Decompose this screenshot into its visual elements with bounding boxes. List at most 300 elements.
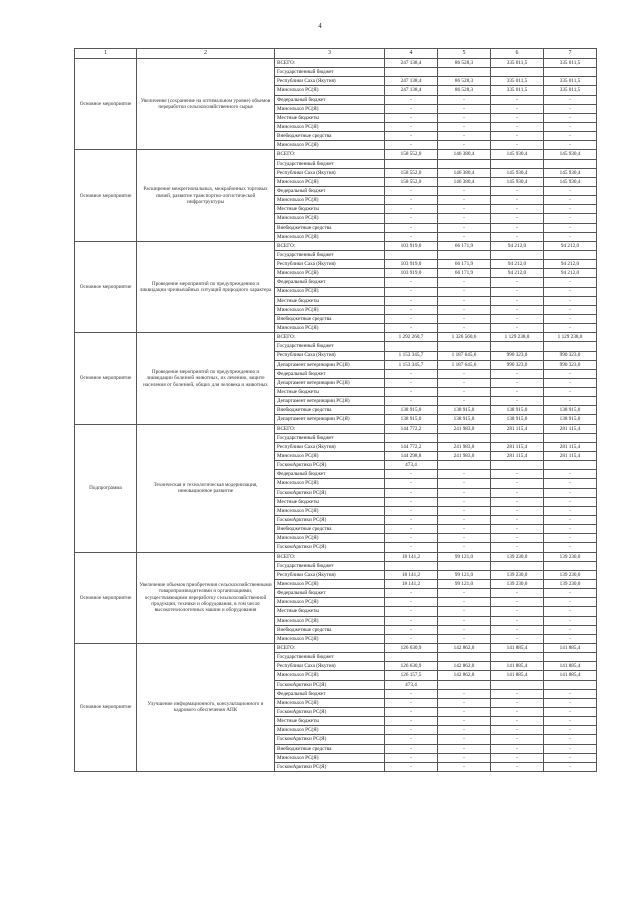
value-cell: -: [491, 525, 544, 534]
value-cell: -: [544, 625, 597, 634]
value-cell: [385, 342, 438, 351]
value-cell: -: [491, 488, 544, 497]
value-cell: -: [544, 707, 597, 716]
source-cell: Республики Саха (Якутия): [275, 77, 385, 86]
value-cell: -: [491, 223, 544, 232]
value-cell: -: [385, 314, 438, 323]
value-cell: -: [544, 753, 597, 762]
value-cell: 990 323,0: [491, 351, 544, 360]
value-cell: -: [385, 122, 438, 131]
value-cell: -: [491, 753, 544, 762]
table-row: [75, 150, 597, 159]
value-cell: 1 326 560,6: [438, 333, 491, 342]
value-cell: -: [491, 616, 544, 625]
value-cell: -: [491, 113, 544, 122]
value-cell: [438, 159, 491, 168]
value-cell: 1 153 345,7: [385, 351, 438, 360]
value-cell: -: [491, 287, 544, 296]
value-cell: -: [385, 287, 438, 296]
value-cell: 1 129 238,0: [544, 333, 597, 342]
value-cell: 66 171,9: [438, 241, 491, 250]
value-cell: -: [544, 689, 597, 698]
value-cell: 144 772,2: [385, 424, 438, 433]
value-cell: [491, 159, 544, 168]
value-cell: [491, 561, 544, 570]
value-cell: 18 141,2: [385, 570, 438, 579]
value-cell: -: [385, 625, 438, 634]
value-cell: 142 862,0: [438, 644, 491, 653]
source-cell: Минсельхоз РС(Я): [275, 232, 385, 241]
value-cell: -: [491, 388, 544, 397]
value-cell: 158 552,0: [385, 168, 438, 177]
table-row: [75, 59, 597, 68]
source-cell: Внебюджетные средства: [275, 314, 385, 323]
value-cell: [438, 561, 491, 570]
value-cell: -: [385, 762, 438, 771]
value-cell: -: [438, 607, 491, 616]
budget-table: [74, 48, 597, 772]
source-cell: Государственный бюджет: [275, 561, 385, 570]
source-cell: ГоскомАрктики РС(Я): [275, 680, 385, 689]
source-cell: Минсельхоз РС(Я): [275, 598, 385, 607]
header-cell: 6: [491, 49, 544, 59]
value-cell: -: [544, 726, 597, 735]
value-cell: -: [438, 488, 491, 497]
category-cell: Основное мероприятие: [75, 59, 137, 150]
value-cell: 103 919,0: [385, 260, 438, 269]
source-cell: Государственный бюджет: [275, 68, 385, 77]
source-cell: Местные бюджеты: [275, 717, 385, 726]
value-cell: -: [438, 122, 491, 131]
value-cell: -: [438, 205, 491, 214]
value-cell: -: [438, 95, 491, 104]
source-cell: Государственный бюджет: [275, 159, 385, 168]
value-cell: -: [385, 497, 438, 506]
source-cell: Минсельхоз РС(Я): [275, 671, 385, 680]
value-cell: -: [544, 698, 597, 707]
value-cell: 158 552,0: [385, 177, 438, 186]
value-cell: [385, 68, 438, 77]
value-cell: 281 115,4: [544, 452, 597, 461]
source-cell: Республики Саха (Якутия): [275, 570, 385, 579]
value-cell: -: [544, 717, 597, 726]
value-cell: -: [544, 113, 597, 122]
value-cell: -: [438, 214, 491, 223]
value-cell: 139 230,0: [544, 570, 597, 579]
value-cell: [385, 561, 438, 570]
value-cell: [385, 433, 438, 442]
value-cell: 18 141,2: [385, 580, 438, 589]
value-cell: 1 153 345,7: [385, 360, 438, 369]
value-cell: 990 323,0: [544, 360, 597, 369]
value-cell: -: [438, 278, 491, 287]
source-cell: ГоскомАрктики РС(Я): [275, 516, 385, 525]
value-cell: -: [491, 506, 544, 515]
source-cell: Федеральный бюджет: [275, 589, 385, 598]
value-cell: -: [491, 543, 544, 552]
value-cell: 66 171,9: [438, 260, 491, 269]
source-cell: ВСЕГО:: [275, 424, 385, 433]
category-cell: Подпрограмма: [75, 424, 137, 552]
source-cell: Федеральный бюджет: [275, 95, 385, 104]
value-cell: -: [544, 278, 597, 287]
source-cell: ВСЕГО:: [275, 150, 385, 159]
value-cell: -: [491, 324, 544, 333]
value-cell: 335 011,5: [491, 86, 544, 95]
value-cell: -: [544, 305, 597, 314]
value-cell: -: [491, 314, 544, 323]
value-cell: [491, 461, 544, 470]
value-cell: 141 885,4: [491, 671, 544, 680]
value-cell: 247 138,4: [385, 77, 438, 86]
source-cell: Минсельхоз РС(Я): [275, 534, 385, 543]
value-cell: -: [385, 141, 438, 150]
value-cell: -: [491, 735, 544, 744]
value-cell: -: [385, 525, 438, 534]
table-row: [75, 644, 597, 653]
source-cell: Республики Саха (Якутия): [275, 442, 385, 451]
value-cell: -: [544, 104, 597, 113]
value-cell: -: [491, 397, 544, 406]
value-cell: [544, 653, 597, 662]
value-cell: 1 292 260,7: [385, 333, 438, 342]
header-cell: 2: [137, 49, 275, 59]
value-cell: 126 630,9: [385, 644, 438, 653]
source-cell: Минсельхоз РС(Я): [275, 506, 385, 515]
source-cell: Минсельхоз РС(Я): [275, 726, 385, 735]
value-cell: -: [438, 305, 491, 314]
value-cell: -: [491, 186, 544, 195]
value-cell: -: [491, 497, 544, 506]
value-cell: -: [438, 479, 491, 488]
value-cell: 146 380,4: [438, 150, 491, 159]
source-cell: Минсельхоз РС(Я): [275, 122, 385, 131]
source-cell: ГоскомАрктики РС(Я): [275, 488, 385, 497]
activity-name-cell: Улучшение информационного, консультационного и кадрового обеспечения АПК: [137, 644, 275, 772]
source-cell: Минсельхоз РС(Я): [275, 479, 385, 488]
source-cell: ГоскомАрктики РС(Я): [275, 461, 385, 470]
value-cell: -: [491, 132, 544, 141]
category-cell: Основное мероприятие: [75, 150, 137, 241]
value-cell: [438, 461, 491, 470]
value-cell: -: [438, 369, 491, 378]
value-cell: -: [491, 717, 544, 726]
source-cell: Департамент ветеринарии РС(Я): [275, 360, 385, 369]
value-cell: -: [385, 132, 438, 141]
value-cell: -: [385, 196, 438, 205]
source-cell: ВСЕГО:: [275, 552, 385, 561]
value-cell: -: [491, 470, 544, 479]
value-cell: -: [385, 616, 438, 625]
value-cell: [438, 68, 491, 77]
value-cell: -: [438, 616, 491, 625]
value-cell: -: [491, 726, 544, 735]
value-cell: 139 230,0: [491, 570, 544, 579]
value-cell: -: [491, 744, 544, 753]
value-cell: -: [385, 205, 438, 214]
value-cell: 145 930,4: [491, 177, 544, 186]
value-cell: 138 915,0: [438, 415, 491, 424]
activity-name-cell: Проведение мероприятий по предупреждению и ликвидации болезней животных, их лечению, защите населения от болезней, общих для человека и животных: [137, 333, 275, 424]
value-cell: 281 115,4: [491, 424, 544, 433]
value-cell: -: [544, 616, 597, 625]
value-cell: -: [385, 634, 438, 643]
value-cell: [544, 250, 597, 259]
value-cell: -: [544, 762, 597, 771]
value-cell: 86 528,3: [438, 86, 491, 95]
value-cell: -: [491, 607, 544, 616]
value-cell: -: [385, 470, 438, 479]
source-cell: Внебюджетные средства: [275, 525, 385, 534]
value-cell: 138 915,0: [491, 406, 544, 415]
activity-name-cell: Увеличение (сохранение на оптимальном уровне) объемов переработки сельскохозяйственного сырья: [137, 59, 275, 150]
value-cell: -: [438, 132, 491, 141]
value-cell: 141 885,4: [544, 662, 597, 671]
value-cell: -: [544, 589, 597, 598]
value-cell: -: [438, 104, 491, 113]
value-cell: -: [385, 607, 438, 616]
value-cell: -: [385, 223, 438, 232]
source-cell: Республики Саха (Якутия): [275, 662, 385, 671]
source-cell: Местные бюджеты: [275, 497, 385, 506]
value-cell: -: [385, 717, 438, 726]
value-cell: -: [544, 744, 597, 753]
value-cell: -: [438, 762, 491, 771]
value-cell: 141 885,4: [491, 644, 544, 653]
value-cell: -: [385, 698, 438, 707]
source-cell: Государственный бюджет: [275, 653, 385, 662]
value-cell: -: [491, 122, 544, 131]
source-cell: Федеральный бюджет: [275, 278, 385, 287]
value-cell: [491, 653, 544, 662]
table-row: [75, 241, 597, 250]
value-cell: 241 983,0: [438, 424, 491, 433]
value-cell: 99 121,0: [438, 580, 491, 589]
category-cell: Основное мероприятие: [75, 644, 137, 772]
value-cell: 141 885,4: [491, 662, 544, 671]
source-cell: ВСЕГО:: [275, 241, 385, 250]
source-cell: Федеральный бюджет: [275, 186, 385, 195]
value-cell: 158 552,0: [385, 150, 438, 159]
value-cell: 335 011,5: [544, 77, 597, 86]
value-cell: 335 011,5: [544, 59, 597, 68]
header-cell: 7: [544, 49, 597, 59]
source-cell: Местные бюджеты: [275, 607, 385, 616]
source-cell: Внебюджетные средства: [275, 625, 385, 634]
value-cell: -: [544, 378, 597, 387]
source-cell: Минсельхоз РС(Я): [275, 214, 385, 223]
value-cell: 94 212,0: [491, 260, 544, 269]
value-cell: 94 212,0: [491, 269, 544, 278]
value-cell: -: [544, 470, 597, 479]
value-cell: 138 915,0: [385, 415, 438, 424]
value-cell: -: [438, 388, 491, 397]
value-cell: -: [438, 534, 491, 543]
value-cell: -: [491, 634, 544, 643]
value-cell: 144 298,8: [385, 452, 438, 461]
value-cell: [438, 680, 491, 689]
value-cell: -: [491, 205, 544, 214]
value-cell: -: [385, 324, 438, 333]
value-cell: -: [544, 324, 597, 333]
value-cell: -: [491, 95, 544, 104]
value-cell: -: [544, 287, 597, 296]
value-cell: 94 212,0: [544, 241, 597, 250]
value-cell: -: [491, 698, 544, 707]
value-cell: 281 115,4: [491, 442, 544, 451]
value-cell: 142 862,0: [438, 671, 491, 680]
value-cell: [544, 561, 597, 570]
value-cell: -: [385, 689, 438, 698]
value-cell: 145 930,4: [544, 177, 597, 186]
value-cell: -: [438, 634, 491, 643]
value-cell: [491, 680, 544, 689]
value-cell: 66 171,9: [438, 269, 491, 278]
source-cell: Минсельхоз РС(Я): [275, 177, 385, 186]
source-cell: Минсельхоз РС(Я): [275, 104, 385, 113]
value-cell: -: [385, 388, 438, 397]
value-cell: -: [544, 223, 597, 232]
value-cell: -: [544, 186, 597, 195]
source-cell: Республики Саха (Якутия): [275, 260, 385, 269]
value-cell: -: [438, 726, 491, 735]
value-cell: -: [385, 726, 438, 735]
value-cell: [544, 433, 597, 442]
value-cell: 990 323,0: [491, 360, 544, 369]
value-cell: 86 528,3: [438, 77, 491, 86]
source-cell: Внебюджетные средства: [275, 406, 385, 415]
value-cell: -: [544, 205, 597, 214]
value-cell: 281 115,4: [491, 452, 544, 461]
value-cell: -: [438, 506, 491, 515]
value-cell: 142 862,0: [438, 662, 491, 671]
value-cell: 335 011,5: [544, 86, 597, 95]
source-cell: Минсельхоз РС(Я): [275, 580, 385, 589]
value-cell: [491, 250, 544, 259]
source-cell: Республики Саха (Якутия): [275, 351, 385, 360]
value-cell: -: [544, 534, 597, 543]
value-cell: -: [385, 488, 438, 497]
value-cell: -: [438, 525, 491, 534]
value-cell: -: [438, 589, 491, 598]
source-cell: ГоскомАрктики РС(Я): [275, 735, 385, 744]
value-cell: -: [438, 625, 491, 634]
value-cell: -: [438, 598, 491, 607]
value-cell: -: [544, 196, 597, 205]
value-cell: -: [385, 232, 438, 241]
value-cell: [491, 68, 544, 77]
value-cell: -: [438, 378, 491, 387]
value-cell: -: [544, 214, 597, 223]
value-cell: -: [544, 598, 597, 607]
page-number: 4: [318, 22, 322, 30]
value-cell: [438, 653, 491, 662]
value-cell: -: [544, 607, 597, 616]
value-cell: -: [544, 296, 597, 305]
value-cell: 138 915,0: [544, 415, 597, 424]
table-row: [75, 333, 597, 342]
source-cell: Минсельхоз РС(Я): [275, 269, 385, 278]
value-cell: 139 230,0: [491, 552, 544, 561]
value-cell: 141 885,4: [544, 644, 597, 653]
value-cell: -: [491, 214, 544, 223]
value-cell: 139 230,0: [544, 580, 597, 589]
source-cell: Минсельхоз РС(Я): [275, 324, 385, 333]
source-cell: Департамент ветеринарии РС(Я): [275, 397, 385, 406]
value-cell: -: [385, 506, 438, 515]
value-cell: 138 915,0: [544, 406, 597, 415]
value-cell: -: [544, 369, 597, 378]
source-cell: Минсельхоз РС(Я): [275, 753, 385, 762]
value-cell: -: [385, 113, 438, 122]
value-cell: [385, 250, 438, 259]
value-cell: -: [385, 589, 438, 598]
value-cell: -: [385, 543, 438, 552]
value-cell: -: [438, 707, 491, 716]
value-cell: -: [385, 378, 438, 387]
value-cell: -: [491, 625, 544, 634]
source-cell: Федеральный бюджет: [275, 689, 385, 698]
value-cell: [385, 159, 438, 168]
activity-name-cell: Проведение мероприятий по предупреждению и ликвидации чрезвычайных ситуаций природного характера: [137, 241, 275, 332]
value-cell: -: [491, 141, 544, 150]
value-cell: 1 129 238,0: [491, 333, 544, 342]
source-cell: Департамент ветеринарии РС(Я): [275, 415, 385, 424]
value-cell: -: [438, 223, 491, 232]
value-cell: 94 212,0: [544, 260, 597, 269]
value-cell: -: [385, 296, 438, 305]
value-cell: [544, 342, 597, 351]
source-cell: ГоскомАрктики РС(Я): [275, 707, 385, 716]
value-cell: 145 930,4: [544, 168, 597, 177]
source-cell: Внебюджетные средства: [275, 223, 385, 232]
source-cell: Минсельхоз РС(Я): [275, 305, 385, 314]
source-cell: Местные бюджеты: [275, 113, 385, 122]
value-cell: -: [438, 232, 491, 241]
value-cell: -: [491, 378, 544, 387]
value-cell: -: [438, 753, 491, 762]
value-cell: -: [491, 534, 544, 543]
value-cell: 990 323,0: [544, 351, 597, 360]
value-cell: -: [385, 369, 438, 378]
value-cell: -: [544, 488, 597, 497]
table-row: [75, 552, 597, 561]
value-cell: 145 930,4: [544, 150, 597, 159]
source-cell: Республики Саха (Якутия): [275, 168, 385, 177]
header-row: [75, 49, 597, 59]
value-cell: -: [438, 698, 491, 707]
value-cell: -: [385, 753, 438, 762]
value-cell: -: [544, 397, 597, 406]
value-cell: -: [438, 397, 491, 406]
value-cell: -: [438, 717, 491, 726]
value-cell: 86 528,3: [438, 59, 491, 68]
value-cell: 145 930,4: [491, 168, 544, 177]
value-cell: 241 983,0: [438, 442, 491, 451]
value-cell: 99 121,0: [438, 552, 491, 561]
value-cell: 99 121,0: [438, 570, 491, 579]
value-cell: -: [385, 186, 438, 195]
source-cell: Федеральный бюджет: [275, 470, 385, 479]
value-cell: [544, 461, 597, 470]
value-cell: -: [544, 122, 597, 131]
value-cell: -: [491, 707, 544, 716]
source-cell: Местные бюджеты: [275, 205, 385, 214]
table-row: [75, 424, 597, 433]
value-cell: -: [438, 196, 491, 205]
value-cell: 146 380,4: [438, 177, 491, 186]
value-cell: -: [491, 762, 544, 771]
